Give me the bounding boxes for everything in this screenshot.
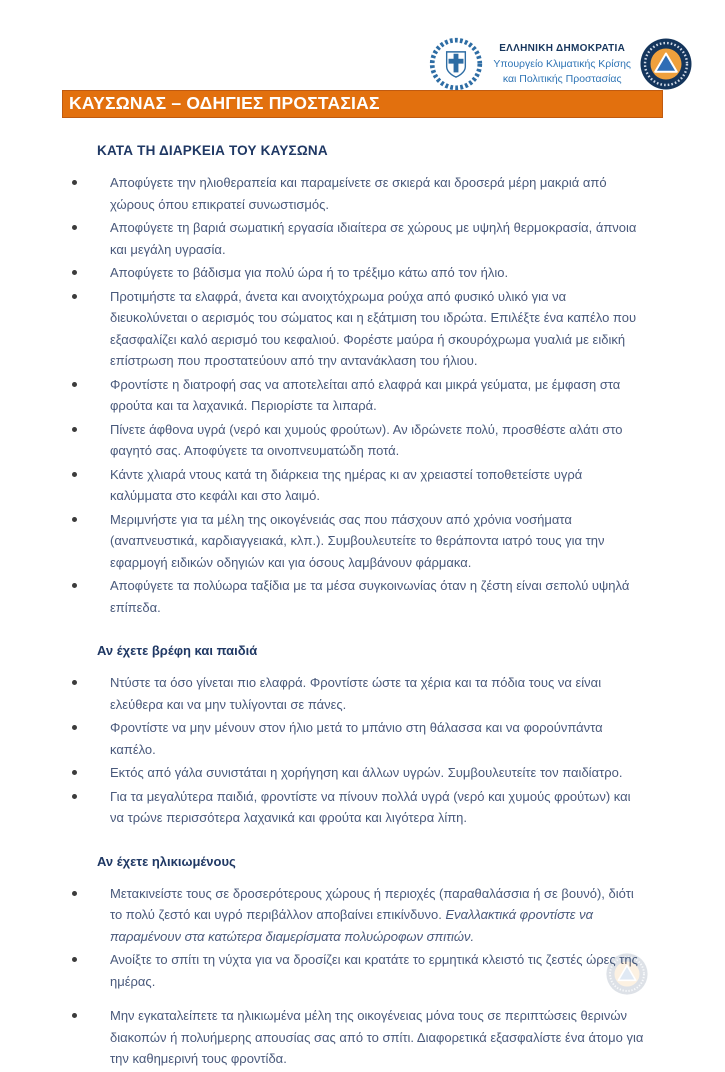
ministry-title-block (493, 41, 631, 87)
list-item (62, 172, 663, 215)
bullet-icon (72, 270, 77, 275)
bullet-text-italic: Εναλλακτικά φροντίστε να παραμένουν στα κατώτερα διαμερίσματα πολυώροφων σπιτιών. (110, 907, 594, 944)
document-title: ΚΑΥΣΩΝΑΣ – ΟΔΗΓΙΕΣ ΠΡΟΣΤΑΣΙΑΣ (69, 93, 380, 113)
bullet-text: Αποφύγετε το βάδισμα για πολύ ώρα ή το τρέξιμο κάτω από τον ήλιο. (110, 265, 509, 280)
bullet-icon (72, 225, 77, 230)
list-item (62, 509, 663, 574)
bullet-icon (72, 382, 77, 387)
bullet-text: Ανοίξτε το σπίτι τη νύχτα για να δροσίζει και κρατάτε το ερμητικά κλειστό τις ζεστές ώρες της ημέρας. (110, 952, 638, 989)
document-content (62, 118, 663, 1072)
greek-coat-of-arms-icon (428, 36, 484, 92)
list-item (62, 575, 663, 618)
list-item (62, 419, 663, 462)
bullet-icon (72, 680, 77, 685)
bullet-icon (72, 957, 77, 962)
bullet-text: Ντύστε τα όσο γίνεται πιο ελαφρά. Φροντίστε ώστε τα χέρια και τα πόδια τους να είναι ελεύθερα και να μην τυλίγονται σε πάνες. (110, 675, 602, 712)
bullet-icon (72, 794, 77, 799)
bullet-text: Αποφύγετε τη βαριά σωματική εργασία ιδιαίτερα σε χώρους με υψηλή θερμοκρασία, άπνοια και μεγάλη υγρασία. (110, 220, 637, 257)
civil-protection-logo-icon (640, 38, 692, 90)
bullet-icon (72, 472, 77, 477)
list-item (62, 374, 663, 417)
list-item (62, 786, 663, 829)
bullet-icon (72, 770, 77, 775)
bullet-text: Αποφύγετε τα πολύωρα ταξίδια με τα μέσα συγκοινωνίας όταν η ζέστη είναι σεπολύ υψηλά επίπεδα. (110, 578, 630, 615)
list-item (62, 286, 663, 372)
bullet-text: Εκτός από γάλα συνιστάται η χορήγηση και άλλων υγρών. Συμβουλευτείτε τον παιδίατρο. (110, 765, 623, 780)
bullet-icon (72, 180, 77, 185)
bullet-text: Μεριμνήστε για τα μέλη της οικογένειάς σας που πάσχουν από χρόνια νοσήματα (αναπνευστικά, καρδιαγγειακά, κλπ.). Συμβουλευτείτε το θεράποντα ιατρό τους για την εφαρμογή ειδικών οδηγιών και για όσους λαμβάνουν φάρμακα. (110, 511, 605, 570)
bullet-icon (72, 891, 77, 896)
list-item (62, 717, 663, 760)
list-item (62, 217, 663, 260)
list-item (62, 262, 663, 284)
ministry-line-1: Υπουργείο Κλιματικής Κρίσης (493, 58, 631, 70)
bullet-icon (72, 1013, 77, 1018)
bullet-text: Προτιμήστε τα ελαφρά, άνετα και ανοιχτόχρωμα ρούχα από φυσικό υλικό για να διευκολύνεται ο αερισμός του σώματος και η εξάτμιση του ιδρώτα. Επιλέξτε ένα καπέλο που εξασφαλίζει καλό αερισμό του κεφαλιού. Φορέστε μαύρα ή σκουρόχρωμα γυαλιά με ειδική επίστρωση που προστατεύουν από την αντανάκλαση του ήλιου. (110, 288, 637, 368)
list-item (62, 672, 663, 715)
list-item (62, 464, 663, 507)
bullet-text: Μετακινείστε τους σε δροσερότερους χώρους ή περιοχές (παραθαλάσσια ή σε βουνό), διότι το πολύ ζεστό και υγρό περιβάλλον αποβαίνει επικίνδυνο. Εναλλακτικά φροντίστε να παραμένουν στα κατώτερα διαμερίσματα πολυώροφων σπιτιών. (110, 885, 634, 944)
list-item (62, 1005, 663, 1070)
list-item (62, 883, 663, 948)
section-heading: ΚΑΤΑ ΤΗ ΔΙΑΡΚΕΙΑ ΤΟΥ ΚΑΥΣΩΝΑ (97, 143, 328, 158)
bullet-list (62, 172, 663, 618)
bullet-text: Φροντίστε να μην μένουν στον ήλιο μετά το μπάνιο στη θάλασσα και να φορούνπάντα καπέλο. (110, 720, 603, 757)
list-item (62, 949, 663, 992)
bullet-text: Κάντε χλιαρά ντους κατά τη διάρκεια της ημέρας κι αν χρειαστεί τοποθετείστε υγρά καλύμματα στο κεφάλι και στο λαιμό. (110, 466, 583, 503)
civil-protection-watermark-icon (606, 953, 648, 995)
document-header (468, 36, 692, 92)
bullet-text: Για τα μεγαλύτερα παιδιά, φροντίστε να πίνουν πολλά υγρά (νερό και χυμούς φρούτων) και να τρώνε περισσότερα λαχανικά και φρούτα και λιγότερα λίπη. (110, 788, 631, 825)
bullet-text: Μην εγκαταλείπετε τα ηλικιωμένα μέλη της οικογένειας μόνα τους σε περιπτώσεις θερινών διακοπών ή πολυήμερης απουσίας σας από το σπίτι. Διαφορετικά εξασφαλίστε ένα άτομο για την καθημερινή τους φροντίδα. (110, 1008, 644, 1066)
bullet-text: Πίνετε άφθονα υγρά (νερό και χυμούς φρούτων). Αν ιδρώνετε πολύ, προσθέστε αλάτι στο φαγητό σας. Αποφύγετε τα οινοπνευματώδη ποτά. (110, 421, 623, 458)
bullet-icon (72, 583, 77, 588)
bullet-text: Αποφύγετε την ηλιοθεραπεία και παραμείνετε σε σκιερά και δροσερά μέρη μακριά από χώρους όπου επικρατεί συνωστισμός. (110, 175, 607, 212)
title-banner (62, 90, 663, 118)
republic-title: ΕΛΛΗΝΙΚΗ ΔΗΜΟΚΡΑΤΙΑ (499, 43, 626, 54)
bullet-icon (72, 725, 77, 730)
section-heading: Αν έχετε βρέφη και παιδιά (97, 643, 258, 658)
section-heading: Αν έχετε ηλικιωμένους (97, 853, 236, 869)
bullet-list (62, 883, 663, 1070)
bullet-icon (72, 427, 77, 432)
list-item (62, 762, 663, 784)
bullet-icon (72, 517, 77, 522)
bullet-icon (72, 294, 77, 299)
ministry-line-2: και Πολιτικής Προστασίας (502, 73, 622, 85)
bullet-text: Φροντίστε η διατροφή σας να αποτελείται από ελαφρά και μικρά γεύματα, με έμφαση στα φρούτα και τα λαχανικά. Περιορίστε τα λιπαρά. (110, 376, 621, 413)
bullet-list (62, 672, 663, 829)
